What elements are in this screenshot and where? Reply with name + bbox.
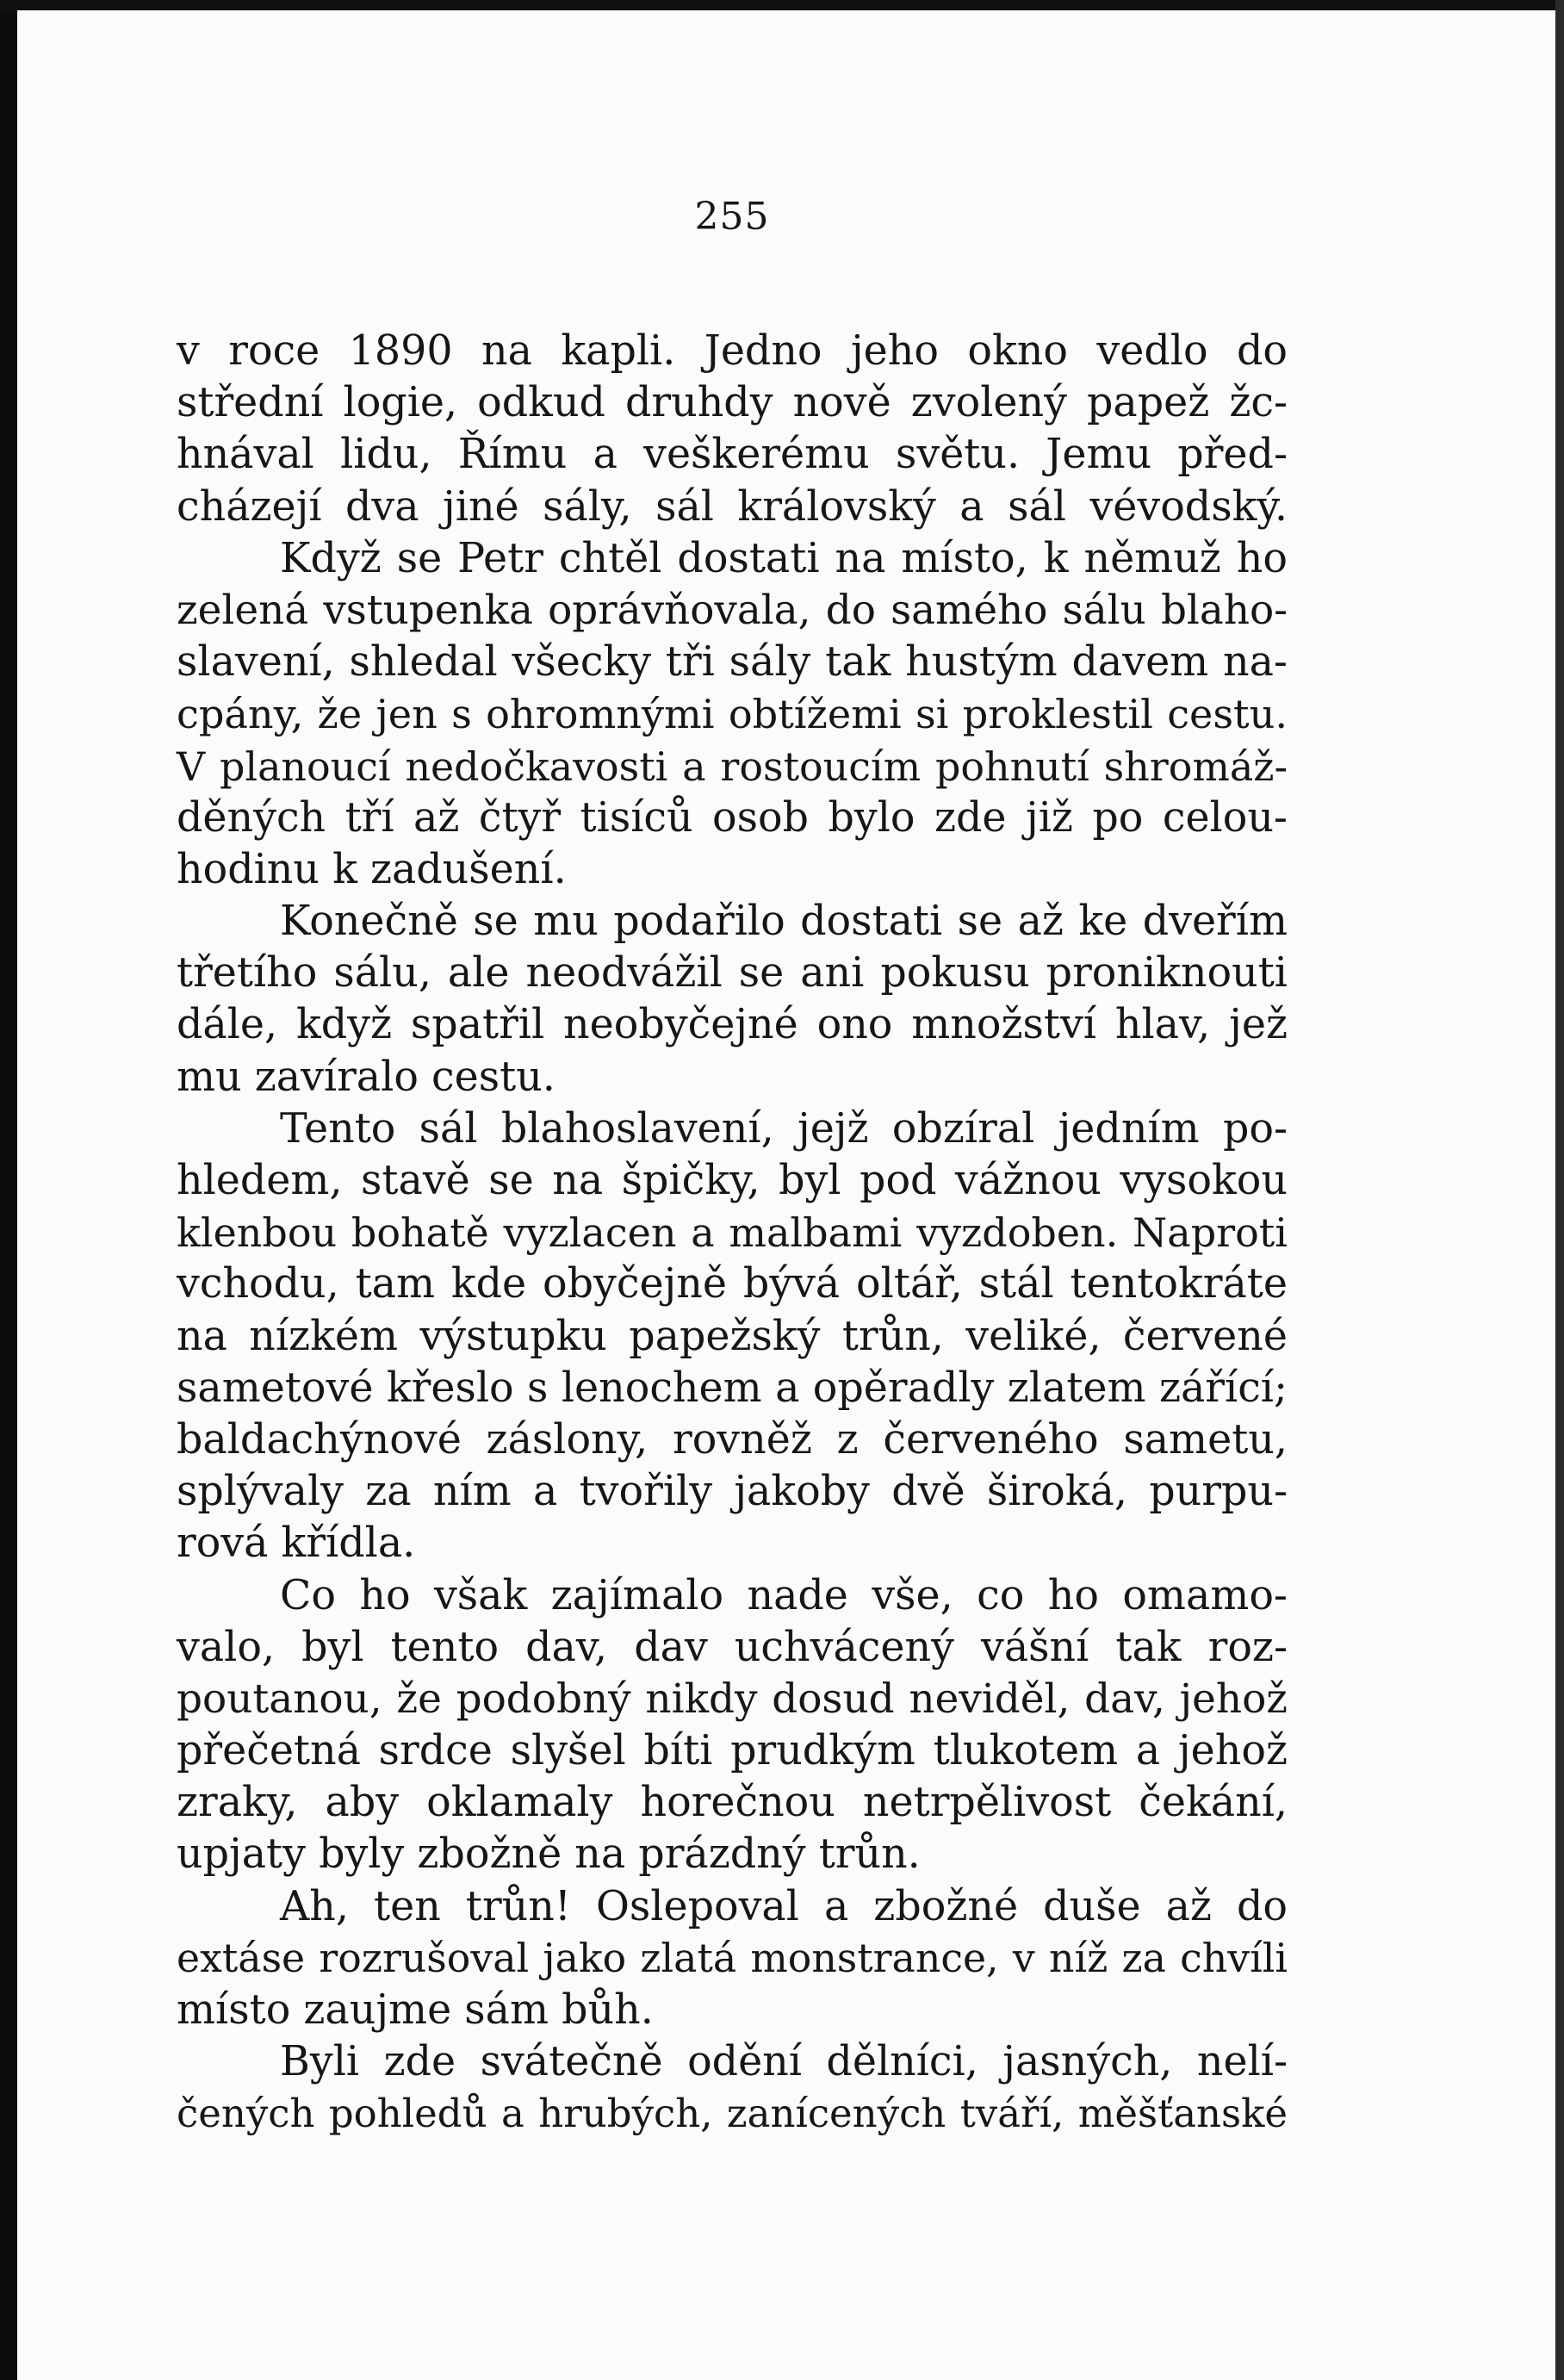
text-line: sametové křeslo s lenochem a opěradly zlatem zářící; [177, 1364, 1288, 1412]
text-line: cházejí dva jiné sály, sál královský a sál vévodský. [177, 482, 1288, 531]
text-line: přečetná srdce slyšel bíti prudkým tlukotem a jehož [177, 1727, 1288, 1775]
binding-edge [0, 0, 17, 2380]
text-line: cpány, že jen s ohromnými obtížemi si proklestil cestu. [177, 691, 1288, 738]
text-line: rová křídla. [177, 1519, 416, 1568]
text-line: valo, byl tento dav, dav uchvácený vášní tak roz- [177, 1623, 1288, 1671]
text-line: klenbou bohatě vyzlacen a malbami vyzdoben. Naproti [177, 1209, 1288, 1257]
text-line: Když se Petr chtěl dostati na místo, k němuž ho [280, 534, 1288, 582]
body-text [177, 326, 1288, 2141]
text-line: Tento sál blahoslavení, jejž obzíral jedním po- [280, 1104, 1288, 1153]
text-line: vchodu, tam kde obyčejně bývá oltář, stál tentokráte [177, 1260, 1288, 1308]
text-line: extáse rozrušoval jako zlatá monstrance, v níž za chvíli [177, 1935, 1288, 1981]
text-line: splývaly za ním a tvořily jakoby dvě široká, purpu- [177, 1468, 1288, 1516]
text-line: slavení, shledal všecky tři sály tak hustým davem na- [177, 638, 1288, 687]
text-line: Ah, ten trůn! Oslepoval a zbožné duše až do [280, 1882, 1288, 1930]
text-line: Co ho však zajímalo nade vše, co ho omamo- [280, 1571, 1288, 1619]
text-line: místo zaujme sám bůh. [177, 1986, 654, 2034]
text-line: v roce 1890 na kapli. Jedno jeho okno vedlo do [177, 327, 1288, 375]
text-line: mu zavíralo cestu. [177, 1053, 555, 1101]
text-line: zelená vstupenka oprávňovala, do samého sálu blaho- [177, 587, 1288, 634]
text-line: hnával lidu, Římu a veškerému světu. Jemu před- [177, 431, 1288, 479]
text-line: hledem, stavě se na špičky, byl pod vážnou vysokou [177, 1157, 1288, 1204]
text-line: třetího sálu, ale neodvážil se ani pokusu proniknouti [177, 949, 1288, 997]
text-line: poutanou, že podobný nikdy dosud neviděl, dav, jehož [177, 1675, 1288, 1723]
text-line: na nízkém výstupku papežský trůn, veliké, červené [177, 1312, 1288, 1360]
text-line: čených pohledů a hrubých, zanícených tváří, měšťanské [177, 2091, 1288, 2137]
text-line: zraky, aby oklamaly horečnou netrpělivost čekání, [177, 1779, 1288, 1827]
right-edge [1555, 0, 1564, 2380]
text-line: hodinu k zadušení. [177, 845, 567, 893]
text-line: baldachýnové záslony, rovněž z červeného sametu, [177, 1415, 1288, 1463]
text-line: V planoucí nedočkavosti a rostoucím pohnutí shromáž- [177, 743, 1288, 790]
text-line: Konečně se mu podařilo dostati se až ke dveřím [280, 898, 1288, 946]
page-number: 255 [694, 195, 770, 239]
text-line: děných tří až čtyř tisíců osob bylo zde již po celou- [177, 793, 1288, 842]
top-edge [0, 0, 1564, 10]
text-line: upjaty byly zbožně na prázdný trůn. [177, 1830, 921, 1879]
text-line: dále, když spatřil neobyčejné ono množství hlav, jež [177, 1001, 1288, 1049]
text-line: střední logie, odkud druhdy nově zvolený papež žc- [177, 379, 1288, 427]
text-line: Byli zde svátečně odění dělníci, jasných, nelí- [280, 2038, 1288, 2086]
